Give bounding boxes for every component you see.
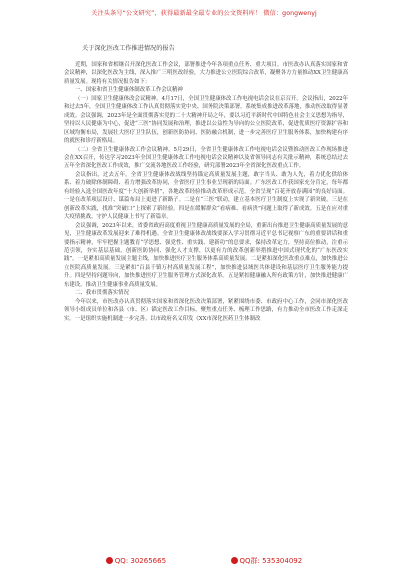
document-paragraphs [64,61,348,323]
qq-number: QQ: 30265665 [114,557,167,565]
paragraph: （一）国家卫生健康体改会议精神。4月17日，全国卫生健康体改工作电视电话会议在京召开。会议指出，2022年和过去5年，全国卫生健康体改工作认真贯彻落实党中央、国务院决策部署，系统集成推进改革落地，推动医改取得显著成效。会议强调，2023年是全面贯彻落实党的二十大精神开局之年，要以习近平新时代中国特色社会主义思想为指导，坚持以人民健康为中心，促进“三医”协同发展和治理，推进以公益性为导向的公立医院改革，促进优质医疗资源扩容和区域均衡布局，发展壮大医疗卫生队伍，创新医防协同、医防融合机制，进一步完善医疗卫生服务体系，加快构建有序的就医和诊疗新格局。 [64,95,348,145]
paragraph: 会议指出，过去五年，全省卫生健康体改战线坚持锚定高质量发展主题，敢字当头、敢为人先，着力优化供给体系、着力破除体制障碍、着力增强改革协同，全省医疗卫生事业呈现新的局面。广东医改工作获国家充分肯定，每年都有经验入选全国医改年度“十大创新举措”，各地改革经验推动改革形成示范。全省呈现“百花齐放春满园”的良好局面。一是在改革项层设计、谋篇布局上更进了新路子。二是在“三医”联动，建立基本医疗卫生制度上实现了新突破。三是在创新改革实践，找准“突破口”上探索了新经验。四是在缓解群众“看病难、看病贵”问题上取得了新成效。五是在应对重大疫情挑战、守护人民健康上书写了新篇章。 [64,171,348,221]
paragraph: 近期，国家和省相继召开深化医改工作会议，部署推进今年各项重点任务、重大项目。市医改办认真落实国家和省会议精神，以深化医改为主线，深入推广三明医改经验，大力推进公立医院综合改革，凝聚各方力量推动XX卫生健康高质量发展。现将有关情况报告如下： [64,62,348,85]
document-body [64,44,348,323]
qq-group-number: QQ群: 535304092 [239,557,303,565]
paragraph: 会议强调，2023年以来，省委省政府高度重视卫生健康高质量发展的全局，重新出台推进卫生健康高质量发展的意见，卫生健康改革发展迎来了难得机遇。全省卫生健康体改战线要深入学习贯彻习近平总书记视察广东的重要讲话和重要指示精神，牢牢把握主题教育“学思想、强党性、重实践、建新功”的总要求，保持改革定力，坚持高位推动，注重示范引领，夯实基层基础，创新医防协同、强化人才支撑，以更有力的改革创新举措推进中国式现代化的“广东医改实践”。一是紧扣高质量发展主题主线，加快推进医疗卫生服务体系高质量发展。二是紧扣深化医改重点难点，加快推进公立医院高质量发展。三是紧扣“百县千镇万村高质量发展工程”，加快推进县域医共体建设和基层医疗卫生服务能力提升。四是坚持问题导向，加快推进医疗卫生服务管理方式深化改革。五是紧扣健康融入所有政策方针，加快推进健康广东建设，推动卫生健康事业高质量发展。 [64,222,348,288]
paragraph: 今年以来，市医改办认真贯彻落实国家和省深化医改决策部署，紧紧围绕市委、市政府中心工作，会同市深化医改领导小组成员单位和各县（市、区）锚定医改工作目标，聚焦重点任务、梳理工作思路，有力推动全市医改工作走深走实。一是组织实施机制进一步完善。以市政府名义印发《XX市深化医药卫生体制改 [64,298,348,322]
section-heading: 二、我市贯彻落实情况 [75,290,129,297]
contact-footer [0,556,408,566]
qq-penguin-icon [231,557,238,564]
promo-banner: 关注头条号“公文研究”，获得最新最全最专业的公文资料库！ 微信：gongwenyj [91,10,317,17]
paragraph: （二）全省卫生健康体改工作会议精神。5月29日，全省卫生健康体改工作电视电话会议暨推动医改工作现场推进会在XX召开，传达学习2023年全国卫生健康体改工作电视电话会议精神以及省领导同志有关批示精神，系统总结过去五年全省深化医改工作成效，推广交流各地医改工作经验，研究部署2023年全省深化医改重点工作。 [64,146,348,170]
qq-penguin-icon [106,557,113,564]
section-heading: 一、国家和省卫生健康体制改革工作会议精神 [75,87,183,94]
document-title: 关于深化医改工作推进情况的报告 [82,45,175,52]
